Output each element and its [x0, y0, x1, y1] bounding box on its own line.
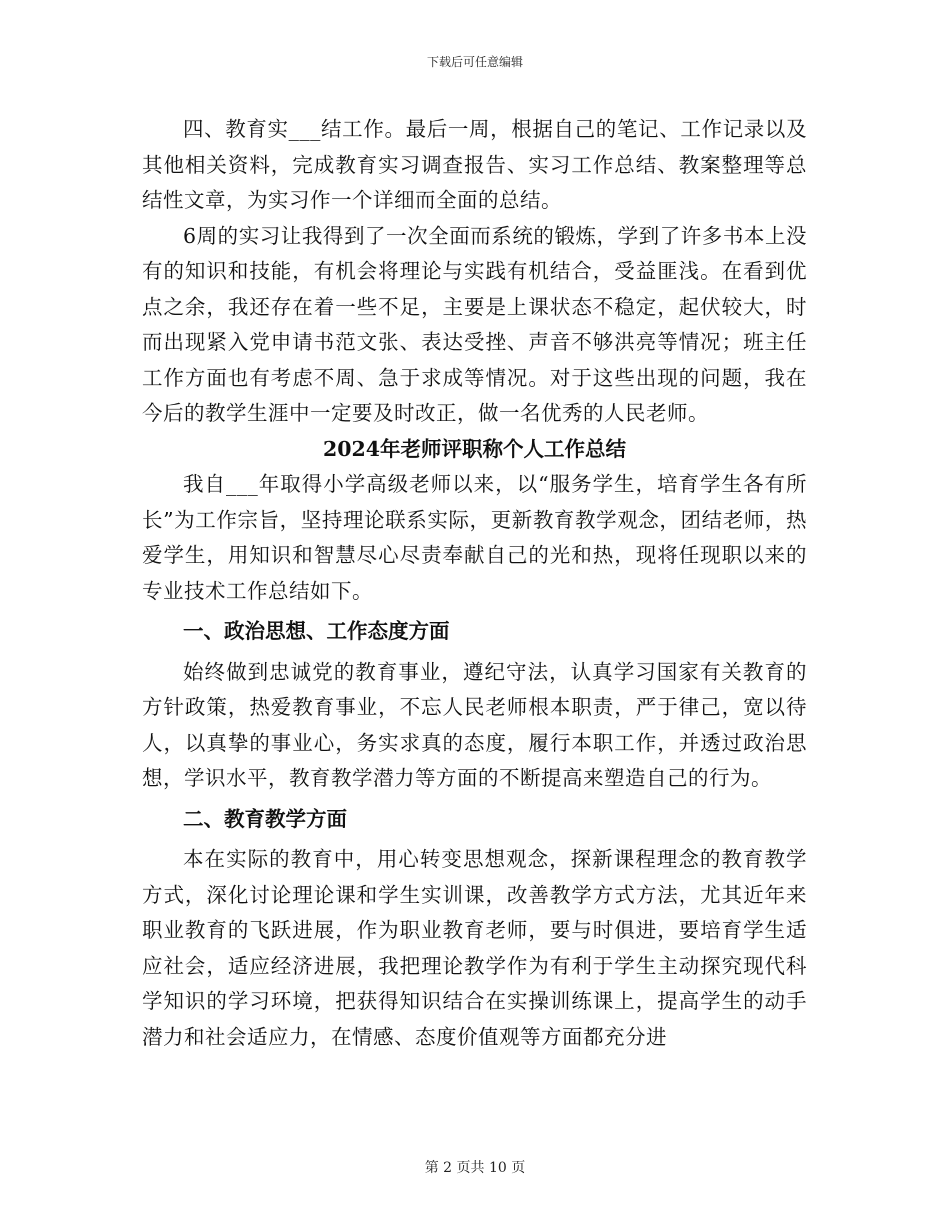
- paragraph-teaching: 本在实际的教育中，用心转变思想观念，探新课程理念的教育教学方式，深化讨论理论课和学生实训课，改善教学方式方法，尤其近年来职业教育的飞跃进展，作为职业教育老师，要与时俱进，要培育学生适应社会，适应经济进展，我把理论教学作为有利于学生主动探究现代科学知识的学习环境，把获得知识结合在实操训练课上，提高学生的动手潜力和社会适应力，在情感、态度价值观等方面都充分进: [142, 847, 807, 1049]
- page-header: 下载后可任意编辑: [426, 55, 523, 69]
- section-heading-political: 一、政治思想、工作态度方面: [183, 619, 450, 643]
- paragraph-internship-summary: 四、教育实___结工作。最后一周，根据自己的笔记、工作记录以及其他相关资料，完成教育实习调查报告、实习工作总结、教案整理等总结性文章，为实习作一个详细而全面的总结。: [142, 117, 807, 212]
- document-title: 2024年老师评职称个人工作总结: [322, 436, 627, 461]
- section-heading-teaching: 二、教育教学方面: [183, 806, 347, 831]
- paragraph-intro: 我自___年取得小学高级老师以来，以“服务学生，培育学生各有所长”为工作宗旨，坚持理论联系实际，更新教育教学观念，团结老师，热爱学生，用知识和智慧尽心尽责奉献自己的光和热，现将任现职以来的专业技术工作总结如下。: [142, 472, 807, 603]
- paragraph-political: 始终做到忠诚党的教育事业，遵纪守法，认真学习国家有关教育的方针政策，热爱教育事业，不忘人民老师根本职责，严于律己，宽以待人，以真挚的事业心，务实求真的态度，履行本职工作，并透过政治思想，学识水平，教育教学潜力等方面的不断提高来塑造自己的行为。: [142, 659, 807, 790]
- document-body: [142, 112, 807, 1055]
- page-number: 第 2 页共 10 页: [424, 1160, 526, 1176]
- paragraph-internship-reflection: 6周的实习让我得到了一次全面而系统的锻炼，学到了许多书本上没有的知识和技能，有机会将理论与实践有机结合，受益匪浅。在看到优点之余，我还存在着一些不足，主要是上课状态不稳定，起伏较大，时而出现紧入党申请书范文张、表达受挫、声音不够洪亮等情况；班主任工作方面也有考虑不周、急于求成等情况。对于这些出现的问题，我在今后的教学生涯中一定要及时改正，做一名优秀的人民老师。: [142, 223, 807, 425]
